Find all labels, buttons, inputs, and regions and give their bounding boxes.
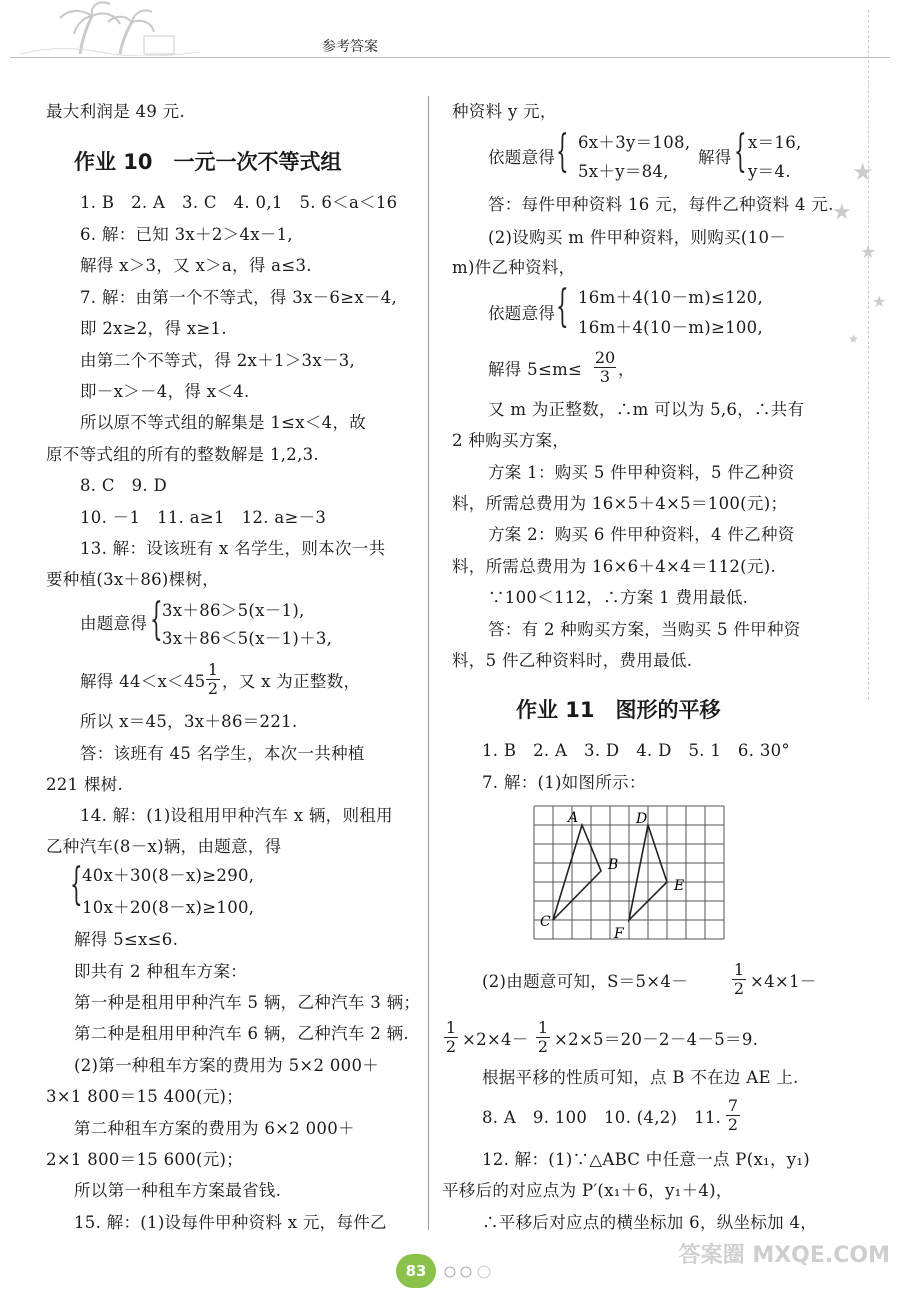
answer-line: 第二种是租用甲种汽车 6 辆，乙种汽车 2 辆. — [74, 1024, 409, 1043]
fraction-numerator: 1 — [445, 1018, 457, 1037]
answer-line: ×4×1－ — [750, 972, 817, 991]
answer-line: 即 2x≥2，得 x≥1. — [80, 319, 227, 338]
text-line: 最大利润是 49 元. — [46, 102, 186, 121]
answer-line: 3×1 800＝15 400(元)； — [46, 1087, 244, 1106]
inequality-line: 16m＋4(10－m)≥100, — [578, 318, 764, 337]
watermark: 答案圈 MXQE.COM — [678, 1243, 890, 1268]
text-line: 答：有 2 种购买方案，当购买 5 件甲种资 — [488, 620, 801, 639]
answer-line: 即－x＞－4，得 x＜4. — [80, 382, 250, 401]
answer-line: ×2×5＝20－2－4－5＝9. — [554, 1030, 759, 1049]
answer-line: ×2×4－ — [462, 1030, 529, 1049]
answer-line: 所以原不等式组的解集是 1≤x＜4，故 — [80, 413, 367, 432]
text-line: 依题意得 — [488, 304, 556, 323]
star-icon: ★ — [848, 332, 859, 346]
star-icon: ★ — [860, 242, 877, 263]
page-number: 83 — [396, 1254, 436, 1288]
answer-line: 解得 44＜x＜45 — [80, 672, 206, 691]
answer-line: 由第二个不等式，得 2x＋1＞3x－3, — [80, 351, 356, 370]
answer-line: 6. 解：已知 3x＋2＞4x－1, — [80, 225, 293, 244]
palm-tree-decoration — [20, 0, 200, 60]
fraction — [732, 961, 746, 998]
star-icon: ★ — [852, 158, 874, 186]
answer-line: 1. B 2. A 3. D 4. D 5. 1 6. 30° — [482, 741, 790, 760]
text-line: ∵100＜112，∴方案 1 费用最低. — [488, 588, 749, 607]
answer-line: ，又 x 为正整数， — [222, 672, 361, 691]
answer-line: 根据平移的性质可知，点 B 不在边 AE 上. — [482, 1068, 799, 1087]
brace-symbol: { — [70, 859, 83, 910]
header-divider — [10, 57, 890, 58]
text-line: 方案 2：购买 6 件甲种资料，4 件乙种资 — [488, 525, 795, 544]
triangle-abc — [553, 825, 601, 920]
answer-line: ∴平移后对应点的横坐标加 6，纵坐标加 4， — [482, 1213, 818, 1232]
answer-line: 答：该班有 45 名学生，本次一共种植 — [80, 744, 365, 763]
fraction-denominator: 2 — [445, 1037, 457, 1056]
brace-symbol: { — [556, 126, 569, 177]
text-line: 依题意得 — [488, 148, 556, 167]
answer-line: 10. －1 11. a≥1 12. a≥－3 — [80, 508, 327, 527]
answer-line: 由题意得 — [80, 614, 148, 633]
brace-symbol: { — [556, 281, 569, 332]
fraction-denominator: 3 — [594, 367, 616, 386]
answer-line: (2)第一种租车方案的费用为 5×2 000＋ — [74, 1056, 380, 1075]
text-line: 解得 — [698, 148, 732, 167]
translation-grid-figure — [534, 806, 726, 952]
star-icon: ★ — [872, 292, 887, 311]
fraction-numerator: 1 — [733, 960, 745, 979]
text-line: 方案 1：购买 5 件甲种资料，5 件乙种资 — [488, 463, 795, 482]
inequality-line: 16m＋4(10－m)≤120, — [578, 288, 764, 307]
text-line: 料，所需总费用为 16×5＋4×5＝100(元)； — [452, 494, 788, 513]
answer-line: 所以第一种租车方案最省钱. — [74, 1181, 282, 1200]
answer-line: 解得 5≤x≤6. — [74, 930, 179, 949]
equation-line: x＝16, — [748, 133, 802, 152]
answer-line: 要种植(3x＋86)棵树， — [46, 570, 220, 589]
fraction-numerator: 7 — [727, 1096, 739, 1115]
answer-line: 所以 x＝45，3x＋86＝221. — [80, 712, 298, 731]
fraction-denominator: 2 — [207, 679, 219, 698]
fraction-numerator: 20 — [594, 348, 616, 367]
answer-line: 221 棵树. — [46, 775, 124, 794]
fraction-numerator: 1 — [207, 660, 219, 679]
fraction — [206, 661, 220, 698]
header-title: 参考答案 — [322, 39, 378, 55]
text-line: m)件乙种资料， — [452, 258, 576, 277]
answer-line: 乙种汽车(8－x)辆，由题意，得 — [46, 837, 282, 856]
point-label-b: B — [608, 857, 619, 873]
equation-line: 5x＋y＝84, — [578, 162, 669, 181]
page-number-decoration — [442, 1264, 502, 1278]
answer-line: 13. 解：设该班有 x 名学生，则本次一共 — [80, 539, 386, 558]
answer-line: 7. 解：(1)如图所示： — [482, 773, 646, 792]
equation-line: 6x＋3y＝108, — [578, 133, 691, 152]
inequality-line: 3x＋86＞5(x－1), — [162, 601, 305, 620]
answer-line: 15. 解：(1)设每件甲种资料 x 元，每件乙 — [74, 1213, 387, 1232]
point-label-a: A — [568, 810, 579, 826]
fraction — [444, 1019, 458, 1056]
section-title: 作业 11 图形的平移 — [516, 698, 721, 722]
answer-line: 2×1 800＝15 600(元)； — [46, 1150, 244, 1169]
text-line: 2 种购买方案， — [452, 431, 570, 450]
inequality-line: 3x＋86＜5(x－1)＋3, — [162, 629, 333, 648]
equation-line: y＝4. — [748, 162, 791, 181]
answer-line: 12. 解：(1)∵△ABC 中任意一点 P(x₁，y₁) — [482, 1150, 811, 1169]
section-title: 作业 10 一元一次不等式组 — [74, 150, 342, 174]
brace-symbol: { — [734, 126, 747, 177]
fraction-denominator: 2 — [733, 979, 745, 998]
fraction-denominator: 2 — [727, 1115, 739, 1134]
answer-line: 原不等式组的所有的整数解是 1,2,3. — [46, 445, 319, 464]
answer-line: 14. 解：(1)设租用甲种汽车 x 辆，则租用 — [80, 806, 393, 825]
text-line: ， — [618, 360, 635, 379]
fraction — [726, 1097, 740, 1134]
point-label-d: D — [636, 811, 648, 827]
text-line: 答：每件甲种资料 16 元，每件乙种资料 4 元. — [488, 195, 834, 214]
text-line: 种资料 y 元， — [452, 102, 557, 121]
answer-line: 解得 x＞3，又 x＞a，得 a≤3. — [80, 256, 312, 275]
inequality-line: 10x＋20(8－x)≥100, — [82, 898, 255, 917]
answer-line: (2)由题意可知，S＝5×4－ — [482, 972, 688, 991]
point-label-f: F — [614, 926, 624, 942]
brace-symbol: { — [150, 594, 163, 645]
text-line: 又 m 为正整数，∴m 可以为 5,6，∴共有 — [488, 400, 805, 419]
answer-line: 1. B 2. A 3. C 4. 0,1 5. 6＜a＜16 — [80, 193, 398, 212]
answer-line: 即共有 2 种租车方案： — [74, 962, 248, 981]
text-line: (2)设购买 m 件甲种资料，则购买(10－ — [488, 228, 787, 247]
fraction-numerator: 1 — [537, 1018, 549, 1037]
answer-line: 8. A 9. 100 10. (4,2) 11. — [482, 1108, 722, 1127]
inequality-line: 40x＋30(8－x)≥290, — [82, 866, 255, 885]
point-label-e: E — [674, 878, 685, 894]
text-line: 解得 5≤m≤ — [488, 360, 583, 379]
fraction-denominator: 2 — [537, 1037, 549, 1056]
answer-line: 平移后的对应点为 P′(x₁＋6，y₁＋4)， — [442, 1181, 733, 1200]
star-icon: ★ — [832, 200, 852, 225]
text-line: 料，5 件乙种资料时，费用最低. — [452, 651, 693, 670]
fraction — [536, 1019, 550, 1056]
answer-line: 8. C 9. D — [80, 476, 168, 495]
fraction — [594, 349, 616, 386]
answer-line: 7. 解：由第一个不等式，得 3x－6≥x－4, — [80, 288, 398, 307]
answer-line: 第二种租车方案的费用为 6×2 000＋ — [74, 1119, 355, 1138]
point-label-c: C — [540, 914, 551, 930]
margin-dashed-line — [868, 10, 869, 700]
answer-line: 第一种是租用甲种汽车 5 辆，乙种汽车 3 辆； — [74, 993, 421, 1012]
text-line: 料，所需总费用为 16×6＋4×4＝112(元). — [452, 557, 776, 576]
column-divider — [428, 96, 429, 1230]
